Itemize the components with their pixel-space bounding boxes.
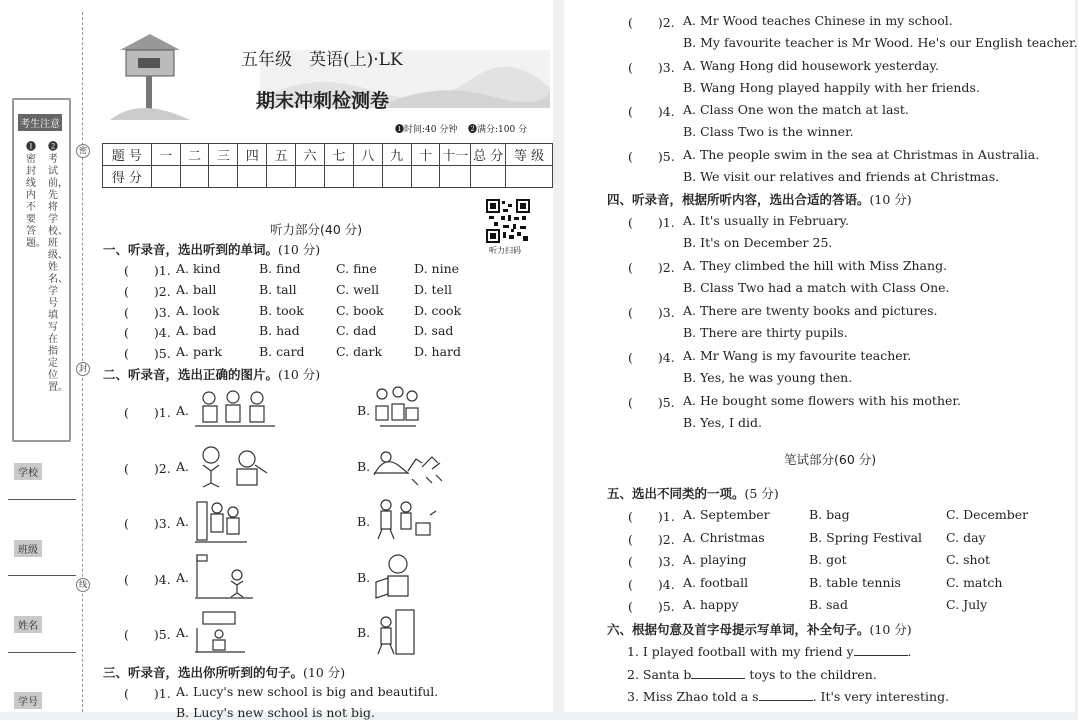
- notice-title: 考生注意: [18, 114, 62, 131]
- writing-part-title: 笔试部分(60 分): [784, 452, 877, 467]
- sec1-item-1-option-c: C. fine: [336, 261, 377, 276]
- sec3-item-4-num[interactable]: ( )4.: [628, 104, 675, 119]
- sec1-title: 一、听录音，选出听到的单词。(10 分): [103, 242, 321, 257]
- sec1-item-2-option-d: D. tell: [414, 281, 452, 297]
- sec6-item-3-text-after: . It's very interesting.: [812, 689, 950, 704]
- sec6-item-2: [627, 666, 877, 682]
- sec6-item-1-blank[interactable]: [854, 643, 908, 656]
- score-table-score-cell[interactable]: [471, 166, 506, 188]
- picture-4a-playground: [195, 553, 253, 599]
- sec2-item-5-option-b: B.: [357, 625, 371, 640]
- sec4-item-2-option-a: A. They climbed the hill with Miss Zhang.: [683, 258, 948, 273]
- sec1-item-1-num[interactable]: ( )1.: [124, 263, 171, 278]
- score-table-header-cell: 八: [353, 144, 382, 166]
- sec5-item-4-option-b: B. table tennis: [809, 574, 901, 590]
- exam-total-score: ❷满分:100 分: [468, 125, 528, 135]
- picture-2a-kids: [195, 443, 271, 489]
- sec1-item-1-option-a: A. kind: [176, 261, 221, 276]
- sec2-item-4-num[interactable]: ( )4.: [124, 571, 171, 587]
- sec1-item-2-option-c: C. well: [336, 281, 380, 297]
- sec5-item-3-option-c: C. shot: [946, 552, 991, 568]
- sec4-item-3-num[interactable]: ( )3.: [628, 305, 675, 320]
- exam-title: 期末冲刺检测卷: [256, 90, 390, 112]
- score-table-score-cell[interactable]: [440, 166, 471, 188]
- sec6-item-1-text-before: 1. I played football with my friend y: [627, 644, 854, 659]
- score-table-header-cell: 六: [296, 144, 325, 166]
- score-table-score-cell[interactable]: [238, 166, 267, 188]
- sec6-title: 六、根据句意及首字母提示写单词，补全句子。(10 分): [607, 622, 912, 637]
- right-page: [564, 0, 1078, 712]
- qr-label: 听力扫码: [489, 246, 521, 255]
- sec3-item-3-option-b: B. Wang Hong played happily with her friends.: [683, 79, 980, 95]
- sec6-item-2-blank[interactable]: [691, 666, 745, 679]
- sec2-item-2-num[interactable]: ( )2.: [124, 460, 171, 476]
- sec5-item-5-option-b: B. sad: [809, 597, 849, 613]
- sec1-item-5-option-b: B. card: [259, 344, 305, 360]
- score-table-score-cell[interactable]: [411, 166, 440, 188]
- school-field[interactable]: [8, 499, 76, 500]
- sec3-item-3-num[interactable]: ( )3.: [628, 59, 675, 75]
- sec3-title: 三、听录音，选出你所听到的句子。(10 分): [103, 665, 346, 680]
- score-table-header-cell: 三: [209, 144, 238, 166]
- sec4-item-5-option-a: A. He bought some flowers with his mother.: [683, 393, 961, 408]
- score-table-score-cell[interactable]: [180, 166, 209, 188]
- seal-mark-xian: 线: [76, 578, 90, 592]
- sec4-title: 四、听录音，根据所听内容，选出合适的答语。(10 分): [607, 192, 912, 207]
- sec5-item-2-option-c: C. day: [946, 529, 986, 545]
- listening-part-title: 听力部分(40 分): [270, 222, 363, 237]
- sec1-item-4-option-c: C. dad: [336, 323, 377, 339]
- sec2-item-2-option-b: B.: [357, 458, 371, 474]
- score-table-header-cell: 题 号: [103, 144, 152, 166]
- sec5-item-2-option-b: B. Spring Festival: [809, 529, 923, 545]
- sec6-item-1-text-after: .: [907, 644, 912, 659]
- score-table-score-cell[interactable]: [353, 166, 382, 188]
- sec5-item-4-option-a: A. football: [683, 574, 749, 590]
- score-table-row-label: 得 分: [103, 166, 152, 188]
- picture-5b-door: [372, 608, 418, 656]
- picture-1b-books: [372, 386, 424, 434]
- sec3-item-1-option-b: B. Lucy's new school is not big.: [176, 705, 375, 720]
- seal-mark-feng: 封: [76, 362, 90, 376]
- sec2-item-3-option-b: B.: [357, 514, 371, 529]
- score-table-score-cell[interactable]: [209, 166, 238, 188]
- notice-item-1: ❶密封线内不要答题。: [26, 142, 46, 249]
- sec5-item-5-option-a: A. happy: [683, 597, 739, 613]
- score-table-header-cell: 二: [180, 144, 209, 166]
- sec1-item-4-option-d: D. sad: [414, 323, 454, 339]
- sec1-item-4-num[interactable]: ( )4.: [124, 325, 171, 341]
- score-table-header-cell: 七: [324, 144, 353, 166]
- sec5-item-3-num[interactable]: ( )3.: [628, 554, 675, 570]
- sec1-item-3-option-d: D. cook: [414, 302, 462, 318]
- sec4-item-4-option-a: A. Mr Wang is my favourite teacher.: [683, 348, 912, 363]
- school-label: 学校: [14, 463, 42, 480]
- sec4-item-1-option-a: A. It's usually in February.: [683, 213, 849, 228]
- sec4-item-1-option-b: B. It's on December 25.: [683, 235, 833, 250]
- sec1-item-3-option-a: A. look: [176, 302, 220, 318]
- sec4-item-1-num[interactable]: ( )1.: [628, 215, 675, 230]
- sec4-item-2-num[interactable]: ( )2.: [628, 260, 675, 275]
- qr-code-icon[interactable]: [486, 199, 530, 243]
- score-table-header-cell: 四: [238, 144, 267, 166]
- sec2-item-1-option-a: A.: [176, 403, 190, 418]
- sec5-item-4-num[interactable]: ( )4.: [628, 576, 675, 592]
- score-table-score-row: [103, 166, 553, 188]
- exam-time: ❶时间:40 分钟: [395, 125, 458, 135]
- sec4-item-3-option-b: B. There are thirty pupils.: [683, 325, 848, 340]
- score-table-header-cell: 总 分: [471, 144, 506, 166]
- sec3-item-5-num[interactable]: ( )5.: [628, 148, 675, 164]
- sec4-item-4-option-b: B. Yes, he was young then.: [683, 370, 853, 385]
- picture-2b-sleigh: [372, 445, 446, 487]
- sec6-item-3-text-before: 3. Miss Zhao told a s: [627, 689, 759, 704]
- sec3-item-2-option-b: B. My favourite teacher is Mr Wood. He's our English teacher.: [683, 35, 1078, 50]
- sec1-item-1-option-d: D. nine: [414, 261, 460, 276]
- class-label: 班级: [14, 540, 42, 557]
- sec2-title: 二、听录音，选出正确的图片。(10 分): [103, 367, 321, 382]
- sec3-item-1-num[interactable]: ( )1.: [124, 686, 171, 701]
- sec1-item-5-option-c: C. dark: [336, 344, 383, 360]
- score-table-header-cell: 一: [151, 144, 180, 166]
- sec2-item-4-option-a: A.: [176, 569, 190, 585]
- sec6-item-2-text-before: 2. Santa b: [627, 666, 692, 682]
- sec5-item-5-option-c: C. July: [946, 597, 988, 613]
- score-table-header-cell: 九: [382, 144, 411, 166]
- score-table: [102, 143, 553, 188]
- score-table-score-cell[interactable]: [506, 166, 553, 188]
- sec6-item-1: [627, 643, 912, 659]
- sec3-item-1-option-a: A. Lucy's new school is big and beautiful.: [176, 684, 439, 699]
- sec4-item-4-num[interactable]: ( )4.: [628, 350, 675, 365]
- score-table-score-cell[interactable]: [267, 166, 296, 188]
- sec1-item-5-option-a: A. park: [176, 344, 222, 360]
- sec5-item-3-option-a: A. playing: [683, 552, 747, 568]
- score-table-header-cell: 十: [411, 144, 440, 166]
- sec3-item-2-num[interactable]: ( )2.: [628, 15, 675, 30]
- sec3-item-4-option-a: A. Class One won the match at last.: [683, 102, 909, 117]
- score-table-header-cell: 十一: [440, 144, 471, 166]
- sec2-item-5-num[interactable]: ( )5.: [124, 627, 171, 642]
- score-table-header-cell: 等 级: [506, 144, 553, 166]
- sec3-item-5-option-b: B. We visit our relatives and friends at Christmas.: [683, 168, 1000, 184]
- sec5-item-1-num[interactable]: ( )1.: [628, 509, 675, 524]
- sec2-item-3-option-a: A.: [176, 514, 190, 529]
- sec2-item-1-num[interactable]: ( )1.: [124, 405, 171, 420]
- sec3-item-2-option-a: A. Mr Wood teaches Chinese in my school.: [683, 13, 953, 28]
- sec1-item-2-option-a: A. ball: [176, 281, 217, 297]
- exam-subtitle: 五年级 英语(上)·LK: [241, 50, 403, 70]
- exam-notice-box: [12, 98, 71, 442]
- sec3-item-4-option-b: B. Class Two is the winner.: [683, 124, 854, 139]
- name-field[interactable]: [8, 652, 76, 653]
- sec6-item-3: [627, 688, 949, 704]
- picture-4b-reading: [372, 552, 416, 600]
- sec1-item-3-num[interactable]: ( )3.: [124, 304, 171, 320]
- score-table-score-cell[interactable]: [382, 166, 411, 188]
- sec5-title: 五、选出不同类的一项。(5 分): [607, 486, 779, 501]
- score-table-score-cell[interactable]: [296, 166, 325, 188]
- sec4-item-5-option-b: B. Yes, I did.: [683, 415, 762, 430]
- sec3-item-5-option-a: A. The people swim in the sea at Christmas in Australia.: [683, 146, 1040, 162]
- score-table-score-cell[interactable]: [151, 166, 180, 188]
- sec1-item-3-option-b: B. took: [259, 302, 304, 318]
- sec5-item-4-option-c: C. match: [946, 574, 1003, 590]
- sec5-item-2-num[interactable]: ( )2.: [628, 531, 675, 547]
- class-field[interactable]: [8, 575, 76, 576]
- sec4-item-2-option-b: B. Class Two had a match with Class One.: [683, 280, 950, 295]
- sec1-item-4-option-b: B. had: [259, 323, 300, 339]
- picture-3b-travel: [372, 497, 438, 543]
- picture-5a-classroom: [195, 608, 245, 654]
- score-table-header-row: [103, 144, 553, 166]
- score-table-header-cell: 五: [267, 144, 296, 166]
- sec1-item-4-option-a: A. bad: [176, 323, 217, 339]
- sec5-item-5-num[interactable]: ( )5.: [628, 599, 675, 615]
- sec1-item-1-option-b: B. find: [259, 261, 301, 276]
- sec2-item-3-num[interactable]: ( )3.: [124, 516, 171, 531]
- sec1-item-5-option-d: D. hard: [414, 344, 462, 360]
- sec4-item-5-num[interactable]: ( )5.: [628, 395, 675, 410]
- sec5-item-3-option-b: B. got: [809, 552, 847, 568]
- sec2-item-1-option-b: B.: [357, 403, 371, 418]
- sec2-item-5-option-a: A.: [176, 625, 190, 640]
- picture-1a-children: [195, 388, 275, 430]
- sec1-item-2-option-b: B. tall: [259, 281, 297, 297]
- picture-3a-family: [195, 498, 247, 544]
- sec1-item-2-num[interactable]: ( )2.: [124, 283, 171, 299]
- sec5-item-1-option-c: C. December: [946, 507, 1029, 522]
- sec5-item-1-option-b: B. bag: [809, 507, 850, 522]
- sec5-item-2-option-a: A. Christmas: [683, 529, 765, 545]
- sec6-item-3-blank[interactable]: [759, 688, 813, 701]
- sec5-item-1-option-a: A. September: [683, 507, 770, 522]
- seal-mark-mi: 密: [76, 144, 90, 158]
- sec1-item-5-num[interactable]: ( )5.: [124, 346, 171, 362]
- student-id-label: 学号: [14, 692, 42, 709]
- sec3-item-3-option-a: A. Wang Hong did housework yesterday.: [683, 57, 939, 73]
- score-table-score-cell[interactable]: [324, 166, 353, 188]
- sec6-item-2-text-after: toys to the children.: [745, 666, 877, 682]
- sec2-item-4-option-b: B.: [357, 569, 371, 585]
- name-label: 姓名: [14, 616, 42, 633]
- sec2-item-2-option-a: A.: [176, 458, 190, 474]
- sec1-item-3-option-c: C. book: [336, 302, 384, 318]
- notice-item-2: ❷考试前，先将学校、班级、姓名、学号填写在指定位置。: [48, 142, 68, 393]
- sec4-item-3-option-a: A. There are twenty books and pictures.: [683, 303, 938, 318]
